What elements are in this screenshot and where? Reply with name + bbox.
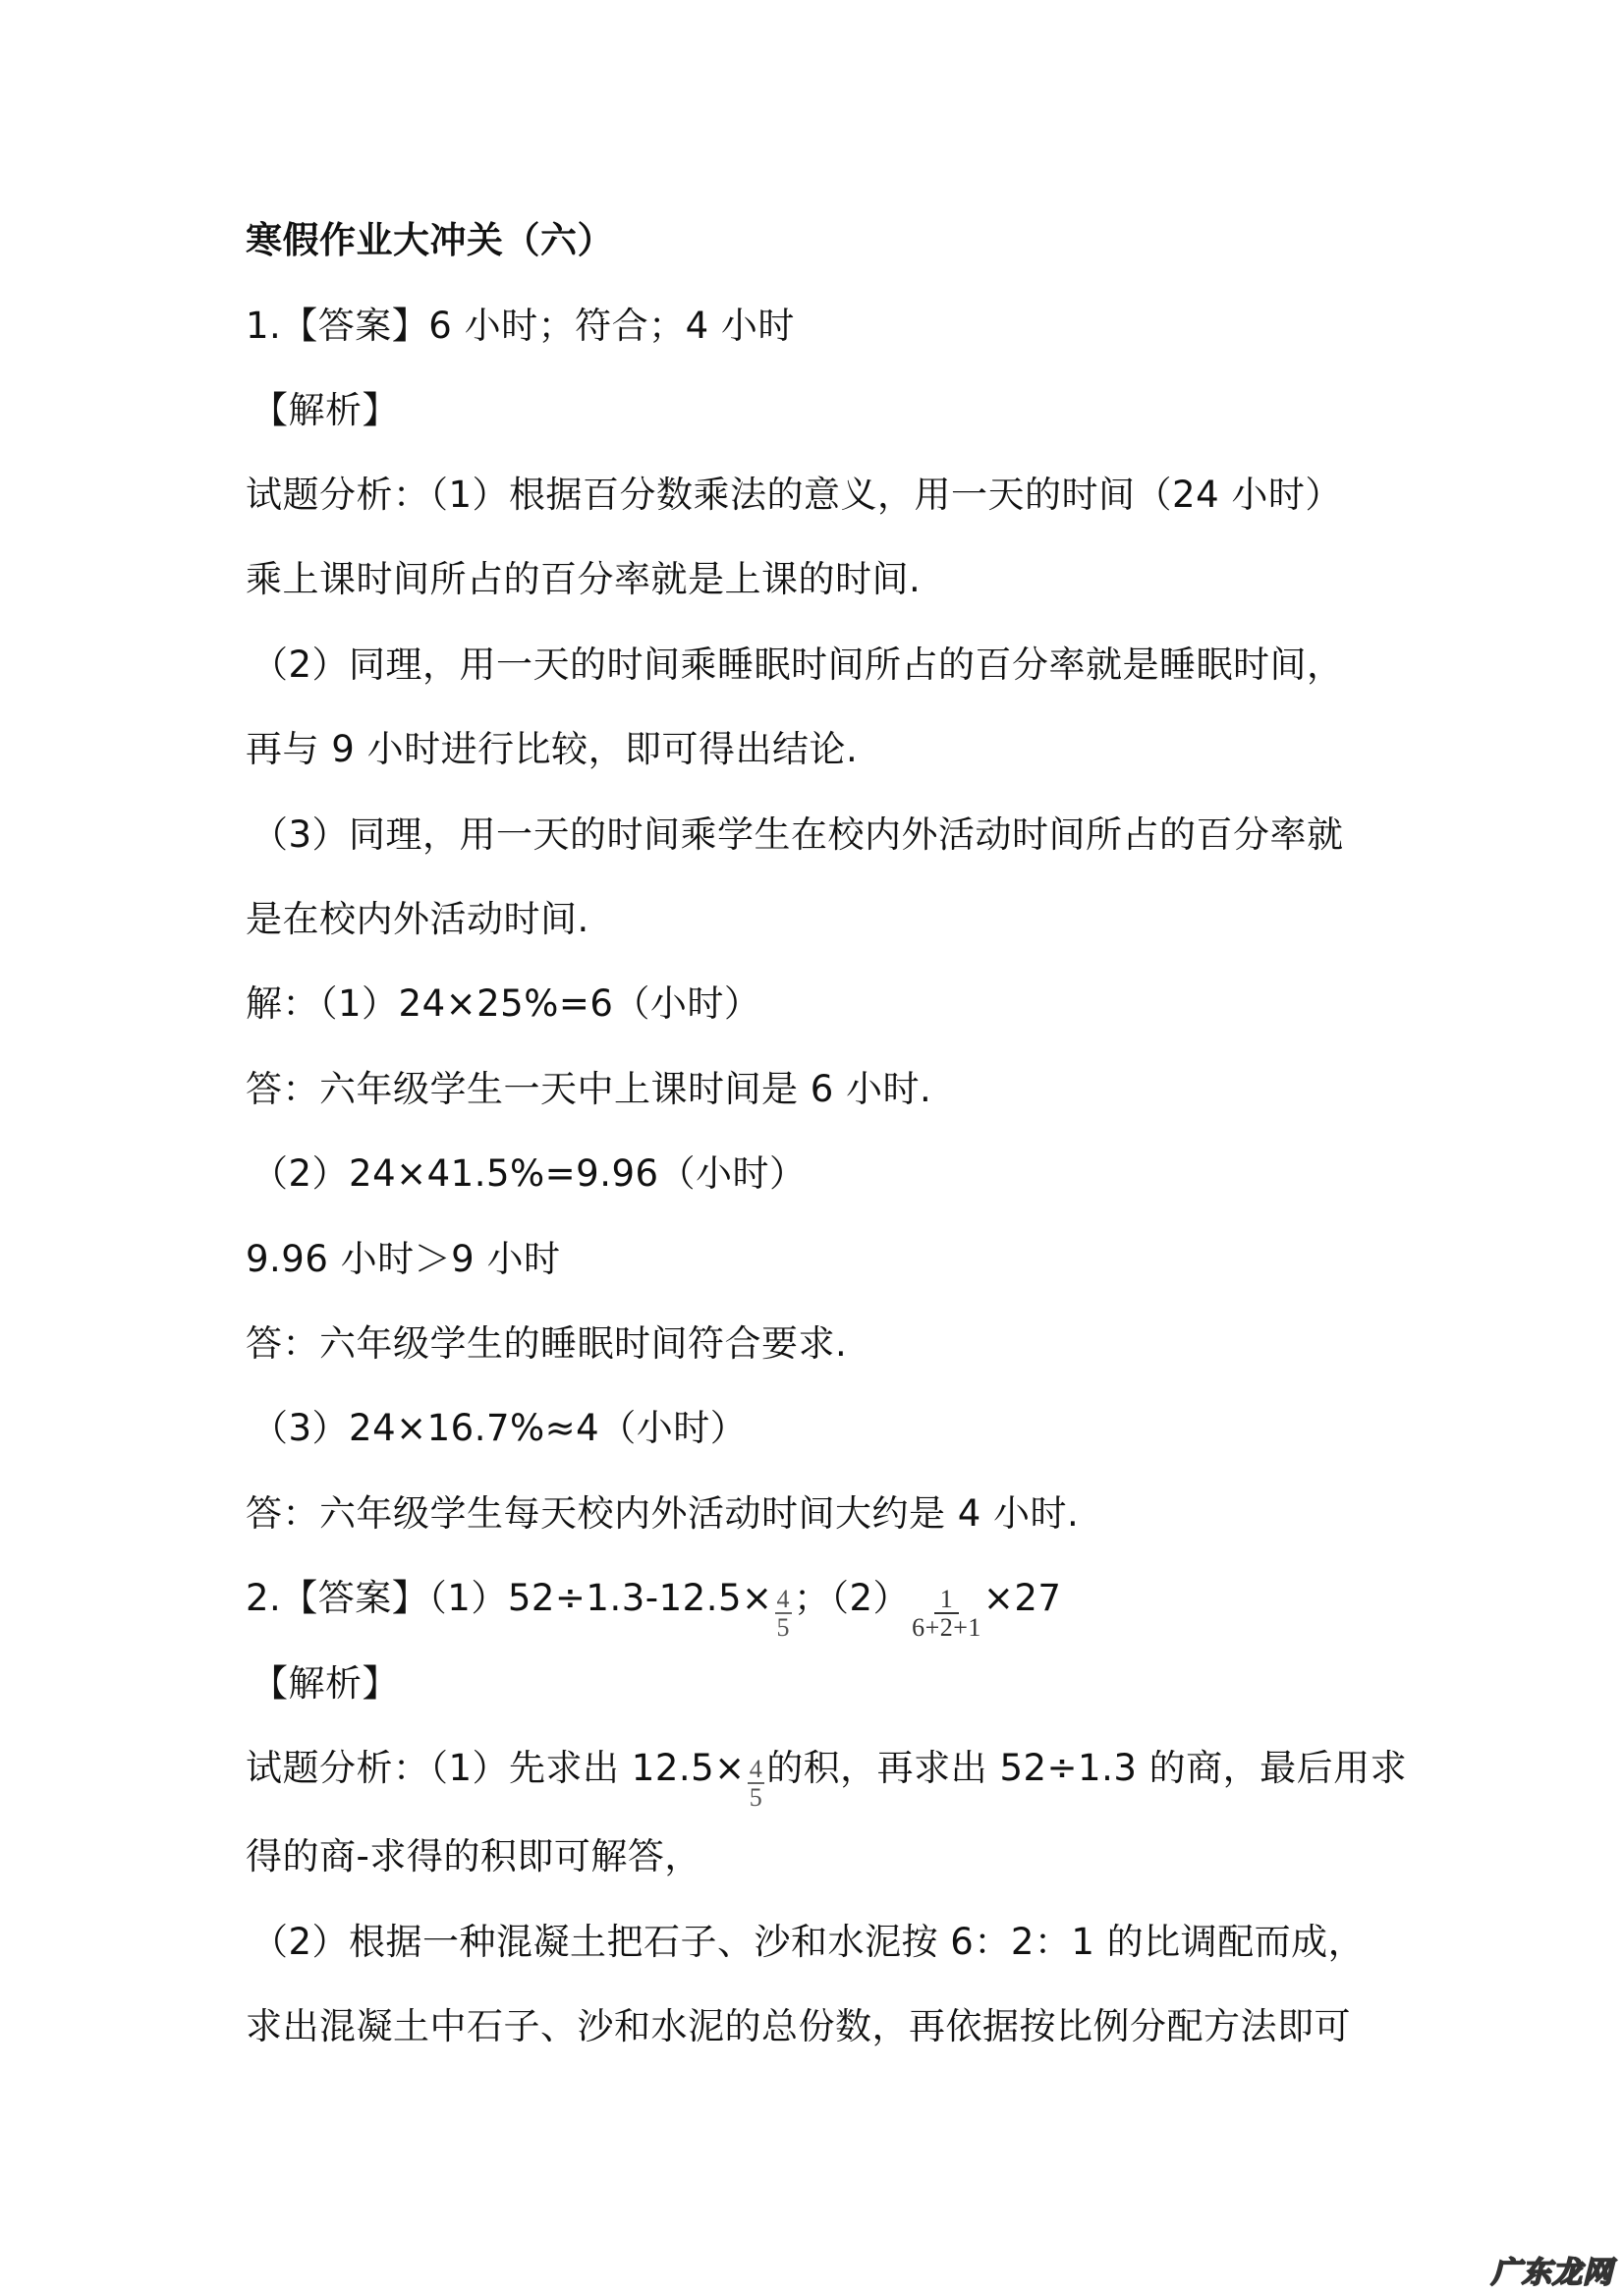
- q2-answer-suffix: ×27: [982, 1577, 1062, 1619]
- q1-analysis-line: 试题分析：（1）根据百分数乘法的意义，用一天的时间（24 小时）: [246, 474, 1342, 516]
- q2-analysis-line: [246, 1739, 1408, 1812]
- q1-analysis-line: 是在校内外活动时间.: [246, 898, 589, 940]
- q2-analysis-line: （2）根据一种混凝土把石子、沙和水泥按 6：2：1 的比调配而成，: [252, 1921, 1366, 1963]
- q1-solution-line: 答：六年级学生每天校内外活动时间大约是 4 小时.: [246, 1492, 1080, 1535]
- page-title: 寒假作业大冲关（六）: [246, 219, 614, 261]
- q2-answer-mid: ；（2）: [794, 1577, 911, 1619]
- q1-solution-line: 9.96 小时＞9 小时: [246, 1238, 561, 1280]
- q1-answer: 1.【答案】6 小时；符合；4 小时: [246, 305, 795, 347]
- fraction-4-5: $\frac{4}{5}$: [749, 1754, 763, 1812]
- q1-analysis-line: 再与 9 小时进行比较，即可得出结论.: [246, 728, 859, 770]
- q2-analysis-line: 得的商-求得的积即可解答，: [246, 1835, 701, 1877]
- watermark-logo: 广东龙网: [1491, 2256, 1613, 2290]
- q2-analysis-prefix: 试题分析：（1）先求出 12.5×: [246, 1747, 746, 1789]
- q1-solution-line: 答：六年级学生一天中上课时间是 6 小时.: [246, 1068, 932, 1110]
- q2-analysis-line: 求出混凝土中石子、沙和水泥的总份数，再依据按比例分配方法即可: [246, 2005, 1351, 2047]
- q2-analysis-suffix: 的积，再求出 52÷1.3 的商，最后用求: [766, 1747, 1408, 1789]
- q1-analysis-line: （2）同理，用一天的时间乘睡眠时间所占的百分率就是睡眠时间，: [252, 644, 1344, 686]
- q1-analysis-label: 【解析】: [252, 389, 399, 431]
- q1-solution-line: （3）24×16.7%≈4（小时）: [252, 1407, 748, 1449]
- q1-analysis-line: （3）同理，用一天的时间乘学生在校内外活动时间所占的百分率就: [252, 813, 1344, 856]
- q2-answer-prefix: 2.【答案】（1）52÷1.3-12.5×: [246, 1577, 773, 1619]
- fraction-1-over-sum: $\frac{1}{6+2+1}$: [912, 1584, 981, 1642]
- q1-solution-line: 解：（1）24×25%=6（小时）: [246, 982, 761, 1025]
- q1-solution-line: 答：六年级学生的睡眠时间符合要求.: [246, 1322, 848, 1365]
- q2-answer: [246, 1569, 1062, 1642]
- q1-solution-line: （2）24×41.5%=9.96（小时）: [252, 1152, 807, 1195]
- q2-analysis-label: 【解析】: [252, 1662, 399, 1705]
- q1-analysis-line: 乘上课时间所占的百分率就是上课的时间.: [246, 558, 922, 600]
- fraction-4-5: $\frac{4}{5}$: [776, 1584, 791, 1642]
